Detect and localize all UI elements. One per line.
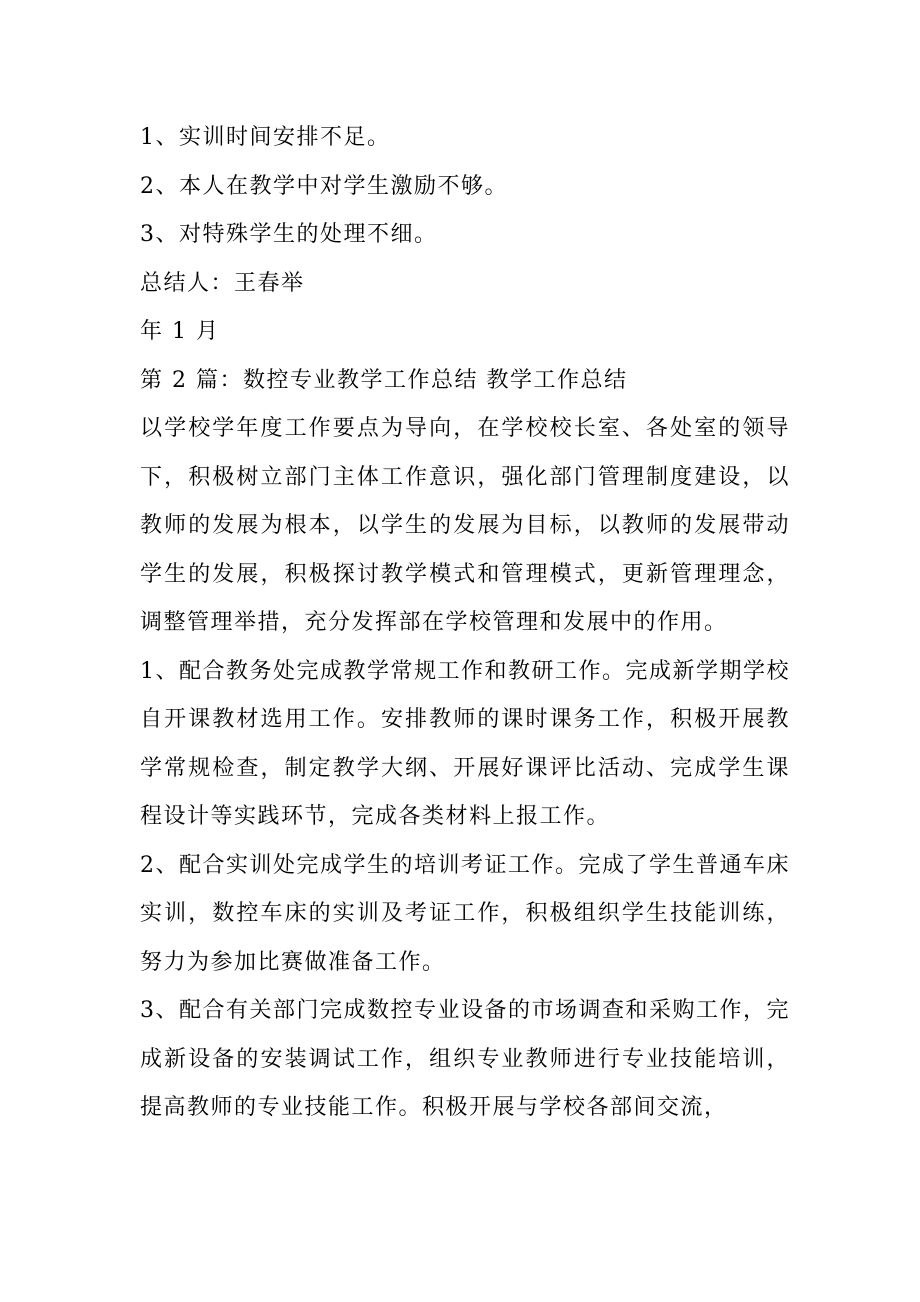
author-line: 总结人：王春举 — [140, 270, 305, 296]
paragraph-item-3: 3、配合有关部门完成数控专业设备的市场调查和采购工作，完成新设备的安装调试工作，组织专业教师进行专业技能培训，提高教师的专业技能工作。积极开展与学校各部间交流， — [140, 998, 790, 1120]
paragraph-item-1: 1、配合教务处完成教学常规工作和教研工作。完成新学期学校自开课教材选用工作。安排教师的课时课务工作，积极开展教学常规检查，制定教学大纲、开展好课评比活动、完成学生课程设计等实践环节，完成各类材料上报工作。 — [140, 658, 790, 829]
date-line: 年 1 月 — [140, 319, 220, 344]
list-item-3: 3、对特殊学生的处理不细。 — [140, 222, 438, 247]
paragraph-intro: 以学校学年度工作要点为导向，在学校校长室、各处室的领导下，积极树立部门主体工作意识，强化部门管理制度建设，以教师的发展为根本，以学生的发展为目标，以教师的发展带动学生的发展，积极探讨教学模式和管理模式，更新管理理念，调整管理举措，充分发挥部在学校管理和发展中的作用。 — [140, 416, 790, 635]
document-body — [140, 114, 790, 1133]
list-item-1: 1、实训时间安排不足。 — [140, 125, 391, 150]
paragraph-item-2: 2、配合实训处完成学生的培训考证工作。完成了学生普通车床实训，数控车床的实训及考证工作，积极组织学生技能训练，努力为参加比赛做准备工作。 — [140, 852, 790, 975]
section-heading: 第 2 篇：数控专业教学工作总结 教学工作总结 — [140, 367, 628, 393]
list-item-2: 2、本人在教学中对学生激励不够。 — [140, 173, 508, 199]
